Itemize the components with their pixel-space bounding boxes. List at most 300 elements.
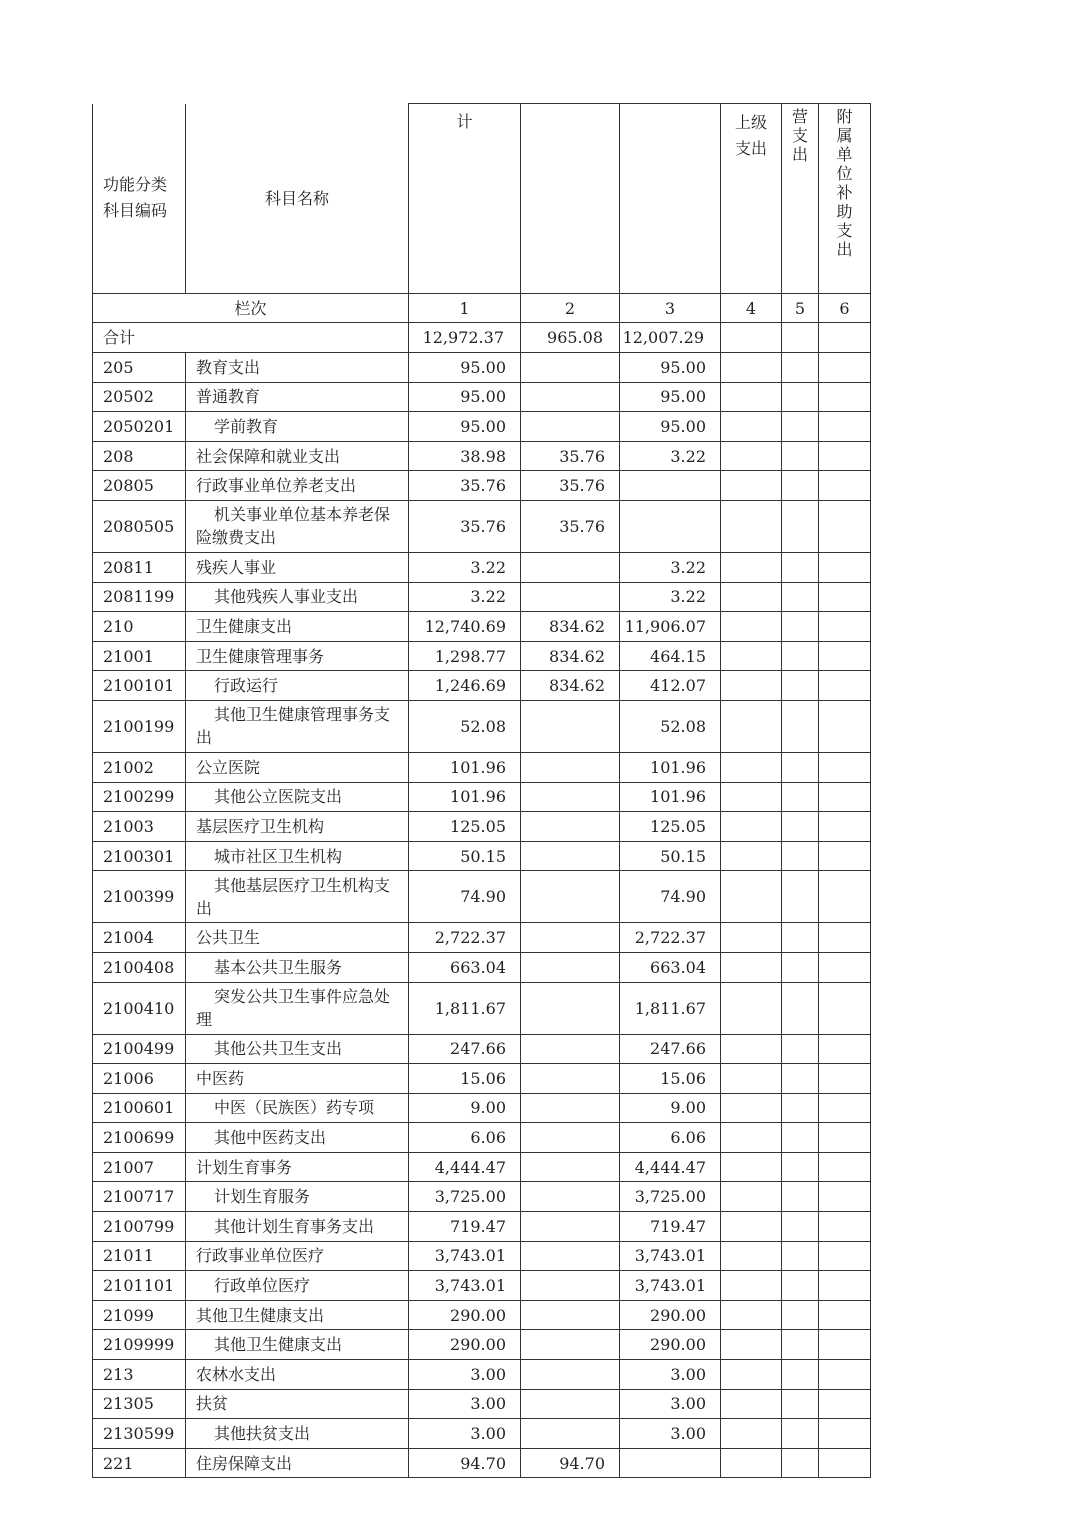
value-cell-5: [782, 982, 819, 1034]
table-row: [93, 1152, 871, 1182]
code-cell: 2100601: [93, 1093, 186, 1123]
code-cell: 21305: [93, 1389, 186, 1419]
value-cell-3: 2,722.37: [620, 923, 721, 953]
total-label: 合计: [93, 323, 409, 353]
value-cell-4: [721, 1241, 782, 1271]
name-cell: 中医（民族医）药专项: [186, 1093, 409, 1123]
value-cell-5: [782, 812, 819, 842]
value-cell-2: [521, 782, 620, 812]
name-cell: 行政事业单位医疗: [186, 1241, 409, 1271]
value-cell-6: [819, 952, 871, 982]
total-c4: [721, 323, 782, 353]
index-5: 5: [782, 294, 819, 323]
table-row: [93, 752, 871, 782]
value-cell-3: 3,743.01: [620, 1241, 721, 1271]
value-cell-1: 290.00: [409, 1300, 521, 1330]
header-col1: [409, 104, 521, 294]
value-cell-6: [819, 441, 871, 471]
name-cell: 住房保障支出: [186, 1448, 409, 1478]
table-body: [93, 353, 871, 1478]
value-cell-5: [782, 582, 819, 612]
value-cell-1: 3,743.01: [409, 1271, 521, 1301]
name-cell: 基层医疗卫生机构: [186, 812, 409, 842]
header-col6-text: 附属单位补助支出: [836, 107, 853, 259]
value-cell-6: [819, 1182, 871, 1212]
value-cell-1: 95.00: [409, 353, 521, 383]
value-cell-5: [782, 1123, 819, 1153]
value-cell-6: [819, 1034, 871, 1064]
value-cell-6: [819, 1064, 871, 1094]
name-cell: 其他扶贫支出: [186, 1419, 409, 1449]
value-cell-6: [819, 1212, 871, 1242]
header-col2: [521, 104, 620, 294]
name-cell: 卫生健康支出: [186, 612, 409, 642]
value-cell-6: [819, 841, 871, 871]
value-cell-4: [721, 382, 782, 412]
value-cell-4: [721, 1034, 782, 1064]
value-cell-5: [782, 1064, 819, 1094]
value-cell-6: [819, 982, 871, 1034]
table-row: [93, 871, 871, 923]
value-cell-6: [819, 1093, 871, 1123]
table-row: [93, 841, 871, 871]
value-cell-1: 95.00: [409, 382, 521, 412]
value-cell-5: [782, 612, 819, 642]
table-row: [93, 1419, 871, 1449]
name-cell: 计划生育事务: [186, 1152, 409, 1182]
value-cell-4: [721, 752, 782, 782]
name-cell: 其他残疾人事业支出: [186, 582, 409, 612]
name-cell: 城市社区卫生机构: [186, 841, 409, 871]
value-cell-6: [819, 382, 871, 412]
header-col6: [819, 104, 871, 294]
value-cell-3: 412.07: [620, 671, 721, 701]
value-cell-4: [721, 471, 782, 501]
table-row: [93, 1123, 871, 1153]
table-row: [93, 982, 871, 1034]
value-cell-5: [782, 1271, 819, 1301]
value-cell-4: [721, 353, 782, 383]
value-cell-1: 1,246.69: [409, 671, 521, 701]
table-row: [93, 1241, 871, 1271]
value-cell-4: [721, 923, 782, 953]
value-cell-1: 52.08: [409, 700, 521, 752]
value-cell-2: [521, 552, 620, 582]
value-cell-2: 35.76: [521, 500, 620, 552]
value-cell-2: 35.76: [521, 441, 620, 471]
header-col5: [782, 104, 819, 294]
value-cell-1: 35.76: [409, 500, 521, 552]
value-cell-2: [521, 1034, 620, 1064]
value-cell-5: [782, 353, 819, 383]
value-cell-1: 94.70: [409, 1448, 521, 1478]
code-cell: 208: [93, 441, 186, 471]
value-cell-3: 3.00: [620, 1389, 721, 1419]
name-cell: 其他卫生健康管理事务支出: [186, 700, 409, 752]
value-cell-2: [521, 1212, 620, 1242]
value-cell-5: [782, 952, 819, 982]
value-cell-4: [721, 412, 782, 442]
value-cell-4: [721, 1271, 782, 1301]
value-cell-4: [721, 1360, 782, 1390]
table-row: [93, 1271, 871, 1301]
value-cell-1: 1,298.77: [409, 641, 521, 671]
value-cell-4: [721, 441, 782, 471]
code-cell: 21007: [93, 1152, 186, 1182]
value-cell-2: [521, 353, 620, 383]
value-cell-2: [521, 700, 620, 752]
value-cell-2: 35.76: [521, 471, 620, 501]
code-cell: 2100717: [93, 1182, 186, 1212]
value-cell-3: 52.08: [620, 700, 721, 752]
value-cell-6: [819, 552, 871, 582]
value-cell-2: [521, 982, 620, 1034]
value-cell-4: [721, 812, 782, 842]
value-cell-6: [819, 700, 871, 752]
table-row: [93, 1034, 871, 1064]
table-row: [93, 353, 871, 383]
total-row: [93, 323, 871, 353]
value-cell-6: [819, 1300, 871, 1330]
value-cell-1: 290.00: [409, 1330, 521, 1360]
code-cell: 21099: [93, 1300, 186, 1330]
value-cell-6: [819, 353, 871, 383]
value-cell-6: [819, 871, 871, 923]
header-name: 科目名称: [186, 104, 409, 294]
name-cell: 其他基层医疗卫生机构支出: [186, 871, 409, 923]
value-cell-5: [782, 752, 819, 782]
value-cell-1: 4,444.47: [409, 1152, 521, 1182]
value-cell-1: 101.96: [409, 782, 521, 812]
value-cell-3: 101.96: [620, 782, 721, 812]
value-cell-6: [819, 1152, 871, 1182]
value-cell-4: [721, 982, 782, 1034]
value-cell-5: [782, 1448, 819, 1478]
value-cell-6: [819, 582, 871, 612]
value-cell-6: [819, 1241, 871, 1271]
code-cell: 2100410: [93, 982, 186, 1034]
name-cell: 行政运行: [186, 671, 409, 701]
value-cell-3: [620, 500, 721, 552]
value-cell-3: 3,725.00: [620, 1182, 721, 1212]
value-cell-6: [819, 923, 871, 953]
value-cell-5: [782, 782, 819, 812]
value-cell-3: 3.22: [620, 552, 721, 582]
value-cell-2: [521, 1093, 620, 1123]
value-cell-1: 2,722.37: [409, 923, 521, 953]
value-cell-4: [721, 1182, 782, 1212]
value-cell-2: [521, 1152, 620, 1182]
value-cell-6: [819, 671, 871, 701]
value-cell-1: 3.00: [409, 1389, 521, 1419]
table-row: [93, 671, 871, 701]
value-cell-2: [521, 752, 620, 782]
value-cell-6: [819, 812, 871, 842]
value-cell-4: [721, 1093, 782, 1123]
value-cell-4: [721, 700, 782, 752]
value-cell-4: [721, 612, 782, 642]
value-cell-6: [819, 412, 871, 442]
index-6: 6: [819, 294, 871, 323]
value-cell-3: 3,743.01: [620, 1271, 721, 1301]
index-1: 1: [409, 294, 521, 323]
value-cell-6: [819, 1123, 871, 1153]
name-cell: 行政单位医疗: [186, 1271, 409, 1301]
code-cell: 2100699: [93, 1123, 186, 1153]
value-cell-3: 15.06: [620, 1064, 721, 1094]
value-cell-4: [721, 782, 782, 812]
name-cell: 突发公共卫生事件应急处理: [186, 982, 409, 1034]
header-col3: [620, 104, 721, 294]
total-c2: 965.08: [521, 323, 620, 353]
code-cell: 2100799: [93, 1212, 186, 1242]
value-cell-6: [819, 612, 871, 642]
table-row: [93, 552, 871, 582]
value-cell-5: [782, 1360, 819, 1390]
table-row: [93, 1300, 871, 1330]
value-cell-5: [782, 700, 819, 752]
table-row: [93, 1330, 871, 1360]
value-cell-1: 101.96: [409, 752, 521, 782]
value-cell-1: 3.00: [409, 1360, 521, 1390]
table-row: [93, 471, 871, 501]
value-cell-1: 1,811.67: [409, 982, 521, 1034]
table-row: [93, 500, 871, 552]
value-cell-5: [782, 1241, 819, 1271]
value-cell-4: [721, 1212, 782, 1242]
value-cell-2: 834.62: [521, 612, 620, 642]
value-cell-2: 94.70: [521, 1448, 620, 1478]
value-cell-5: [782, 382, 819, 412]
value-cell-3: 11,906.07: [620, 612, 721, 642]
value-cell-6: [819, 641, 871, 671]
value-cell-2: [521, 1300, 620, 1330]
name-cell: 学前教育: [186, 412, 409, 442]
value-cell-6: [819, 782, 871, 812]
name-cell: 中医药: [186, 1064, 409, 1094]
value-cell-5: [782, 923, 819, 953]
value-cell-5: [782, 671, 819, 701]
name-cell: 残疾人事业: [186, 552, 409, 582]
code-cell: 2050201: [93, 412, 186, 442]
value-cell-4: [721, 952, 782, 982]
value-cell-1: 38.98: [409, 441, 521, 471]
value-cell-4: [721, 1152, 782, 1182]
value-cell-5: [782, 471, 819, 501]
value-cell-3: 95.00: [620, 353, 721, 383]
table-row: [93, 952, 871, 982]
code-cell: 2109999: [93, 1330, 186, 1360]
value-cell-6: [819, 1330, 871, 1360]
name-cell: 其他中医药支出: [186, 1123, 409, 1153]
code-cell: 2081199: [93, 582, 186, 612]
value-cell-1: 15.06: [409, 1064, 521, 1094]
name-cell: 卫生健康管理事务: [186, 641, 409, 671]
table-row: [93, 1389, 871, 1419]
table-row: [93, 1448, 871, 1478]
value-cell-2: [521, 1241, 620, 1271]
code-cell: 21006: [93, 1064, 186, 1094]
value-cell-1: 9.00: [409, 1093, 521, 1123]
value-cell-2: [521, 1271, 620, 1301]
value-cell-4: [721, 582, 782, 612]
value-cell-1: 6.06: [409, 1123, 521, 1153]
value-cell-2: [521, 1389, 620, 1419]
value-cell-1: 125.05: [409, 812, 521, 842]
header-col4-text: 上级支出: [734, 113, 767, 158]
value-cell-5: [782, 841, 819, 871]
table-row: [93, 812, 871, 842]
value-cell-1: 35.76: [409, 471, 521, 501]
value-cell-4: [721, 671, 782, 701]
value-cell-1: 12,740.69: [409, 612, 521, 642]
value-cell-4: [721, 1300, 782, 1330]
name-cell: 其他公立医院支出: [186, 782, 409, 812]
index-label: 栏次: [93, 294, 409, 323]
index-4: 4: [721, 294, 782, 323]
table-row: [93, 582, 871, 612]
value-cell-4: [721, 1389, 782, 1419]
code-cell: 205: [93, 353, 186, 383]
table-row: [93, 1212, 871, 1242]
value-cell-4: [721, 500, 782, 552]
value-cell-3: 4,444.47: [620, 1152, 721, 1182]
code-cell: 2101101: [93, 1271, 186, 1301]
name-cell: 机关事业单位基本养老保险缴费支出: [186, 500, 409, 552]
table-row: [93, 641, 871, 671]
value-cell-5: [782, 1152, 819, 1182]
value-cell-6: [819, 1360, 871, 1390]
value-cell-2: [521, 952, 620, 982]
table-row: [93, 1182, 871, 1212]
value-cell-3: 3.00: [620, 1419, 721, 1449]
code-cell: 2100399: [93, 871, 186, 923]
name-cell: 农林水支出: [186, 1360, 409, 1390]
value-cell-2: [521, 1182, 620, 1212]
value-cell-3: [620, 471, 721, 501]
value-cell-5: [782, 641, 819, 671]
value-cell-3: 95.00: [620, 382, 721, 412]
table-row: [93, 1064, 871, 1094]
name-cell: 其他计划生育事务支出: [186, 1212, 409, 1242]
index-3: 3: [620, 294, 721, 323]
value-cell-5: [782, 1212, 819, 1242]
value-cell-1: 3,743.01: [409, 1241, 521, 1271]
name-cell: 其他公共卫生支出: [186, 1034, 409, 1064]
total-c6: [819, 323, 871, 353]
value-cell-5: [782, 412, 819, 442]
header-code: 功能分类科目编码: [93, 104, 186, 294]
value-cell-5: [782, 1182, 819, 1212]
value-cell-1: 247.66: [409, 1034, 521, 1064]
value-cell-4: [721, 871, 782, 923]
budget-table: [92, 103, 871, 1478]
code-cell: 210: [93, 612, 186, 642]
value-cell-2: [521, 1064, 620, 1094]
value-cell-6: [819, 1271, 871, 1301]
name-cell: 基本公共卫生服务: [186, 952, 409, 982]
code-cell: 2130599: [93, 1419, 186, 1449]
value-cell-3: [620, 1448, 721, 1478]
header-col4: [721, 104, 782, 294]
value-cell-3: 74.90: [620, 871, 721, 923]
value-cell-5: [782, 871, 819, 923]
value-cell-5: [782, 1389, 819, 1419]
table-row: [93, 1360, 871, 1390]
value-cell-5: [782, 552, 819, 582]
value-cell-3: 95.00: [620, 412, 721, 442]
code-cell: 213: [93, 1360, 186, 1390]
value-cell-6: [819, 1448, 871, 1478]
total-c5: [782, 323, 819, 353]
code-cell: 2100101: [93, 671, 186, 701]
name-cell: 公立医院: [186, 752, 409, 782]
value-cell-2: [521, 1419, 620, 1449]
table-row: [93, 1093, 871, 1123]
header-col1-text: 计: [456, 112, 473, 131]
value-cell-1: 74.90: [409, 871, 521, 923]
value-cell-3: 3.00: [620, 1360, 721, 1390]
value-cell-4: [721, 1330, 782, 1360]
value-cell-5: [782, 500, 819, 552]
name-cell: 公共卫生: [186, 923, 409, 953]
name-cell: 社会保障和就业支出: [186, 441, 409, 471]
value-cell-3: 1,811.67: [620, 982, 721, 1034]
header-col5-text: 营支出: [791, 107, 808, 164]
value-cell-6: [819, 471, 871, 501]
value-cell-5: [782, 1330, 819, 1360]
value-cell-3: 125.05: [620, 812, 721, 842]
value-cell-2: [521, 923, 620, 953]
value-cell-1: 719.47: [409, 1212, 521, 1242]
value-cell-4: [721, 1064, 782, 1094]
code-cell: 2100199: [93, 700, 186, 752]
value-cell-1: 3,725.00: [409, 1182, 521, 1212]
value-cell-3: 719.47: [620, 1212, 721, 1242]
value-cell-4: [721, 841, 782, 871]
code-cell: 2100408: [93, 952, 186, 982]
name-cell: 计划生育服务: [186, 1182, 409, 1212]
value-cell-2: [521, 1123, 620, 1153]
value-cell-2: [521, 871, 620, 923]
value-cell-2: 834.62: [521, 641, 620, 671]
value-cell-6: [819, 1389, 871, 1419]
total-c1: 12,972.37: [409, 323, 521, 353]
code-cell: 21003: [93, 812, 186, 842]
value-cell-4: [721, 641, 782, 671]
table-row: [93, 923, 871, 953]
value-cell-3: 290.00: [620, 1300, 721, 1330]
table-row: [93, 412, 871, 442]
value-cell-2: [521, 1330, 620, 1360]
code-cell: 2080505: [93, 500, 186, 552]
value-cell-4: [721, 1419, 782, 1449]
table-row: [93, 441, 871, 471]
code-cell: 20502: [93, 382, 186, 412]
header-row: [93, 104, 871, 294]
value-cell-5: [782, 1034, 819, 1064]
code-cell: 20811: [93, 552, 186, 582]
value-cell-2: 834.62: [521, 671, 620, 701]
value-cell-5: [782, 1093, 819, 1123]
value-cell-6: [819, 1419, 871, 1449]
value-cell-2: [521, 1360, 620, 1390]
table-row: [93, 700, 871, 752]
value-cell-3: 50.15: [620, 841, 721, 871]
value-cell-2: [521, 841, 620, 871]
name-cell: 其他卫生健康支出: [186, 1300, 409, 1330]
name-cell: 其他卫生健康支出: [186, 1330, 409, 1360]
